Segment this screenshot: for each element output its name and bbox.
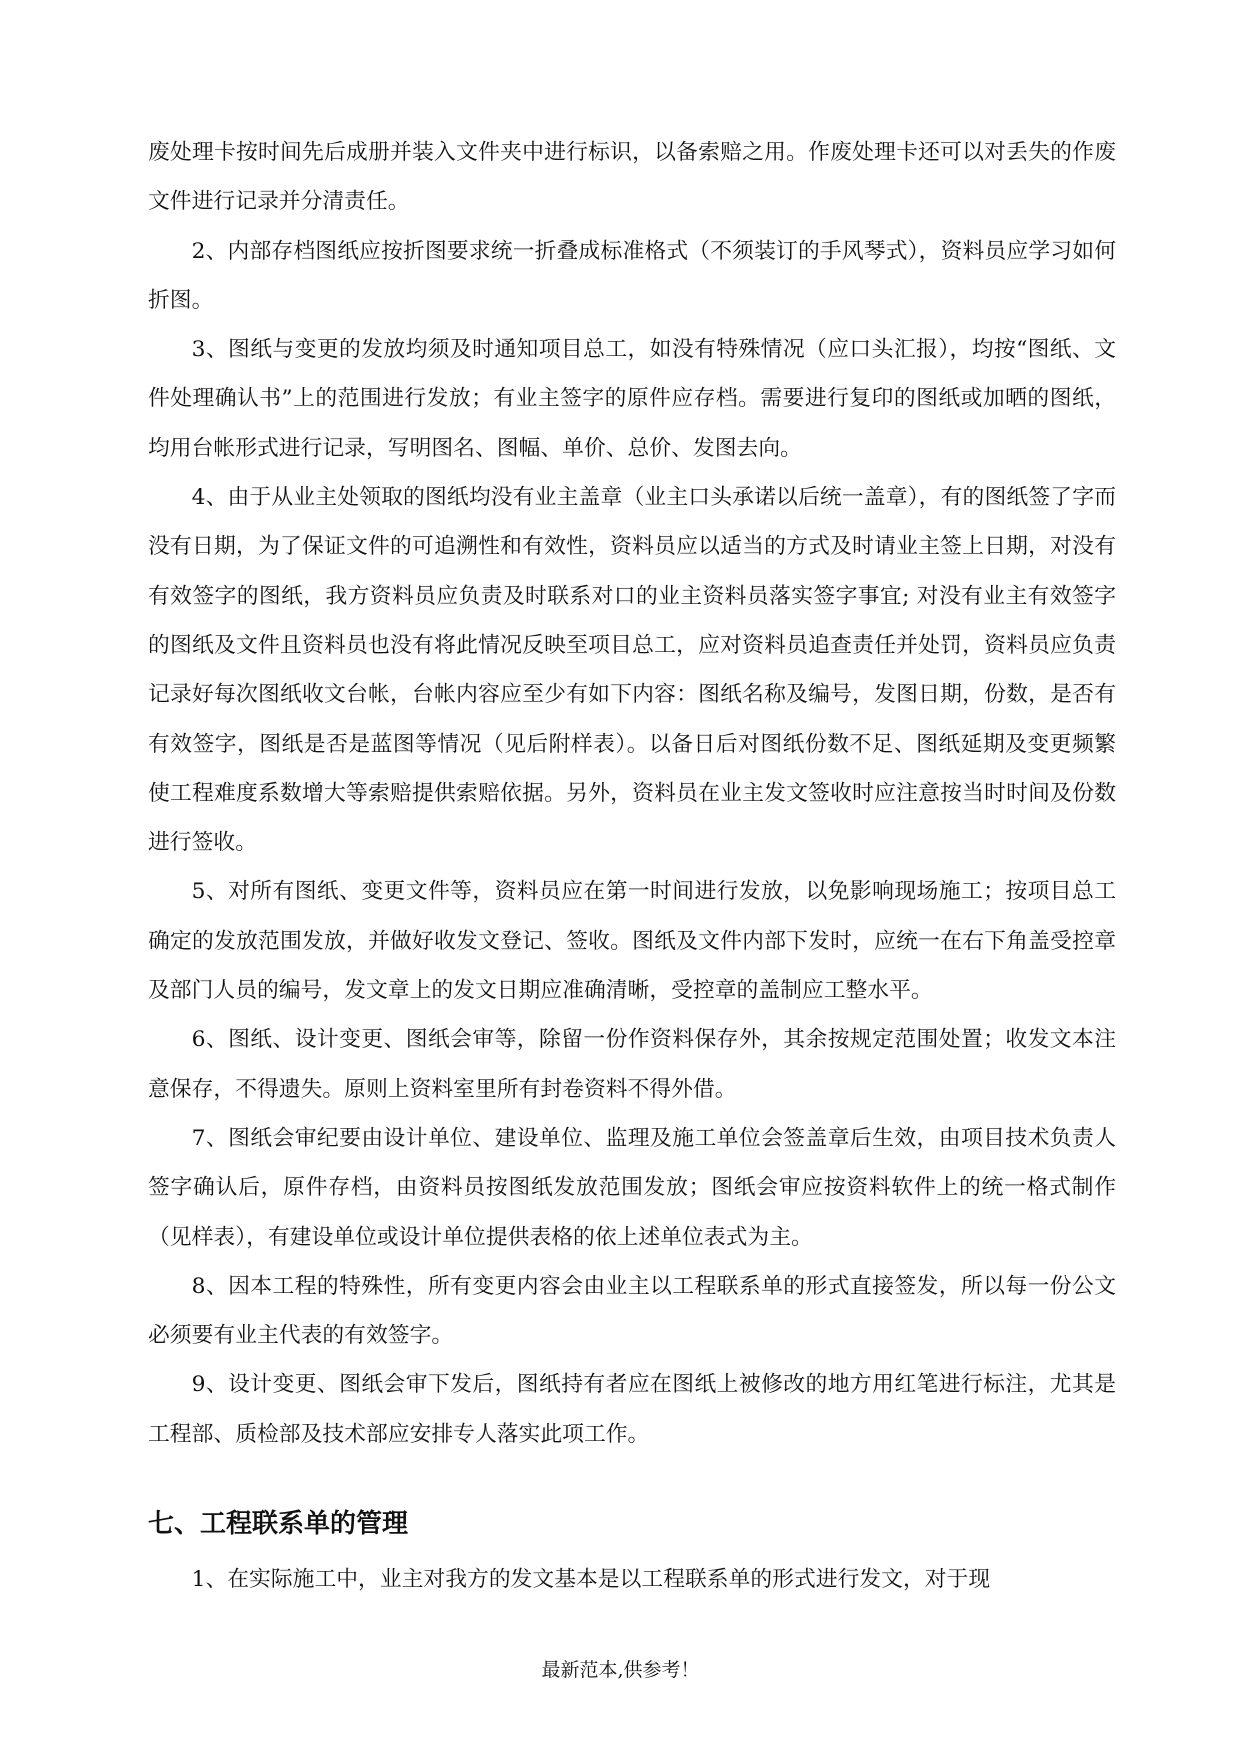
section-heading: 七、工程联系单的管理 xyxy=(148,1509,409,1540)
paragraph-continued: 废处理卡按时间先后成册并装入文件夹中进行标识，以备索赔之用。作废处理卡还可以对丢失的作废文件进行记录并分清责任。 xyxy=(148,140,1116,215)
page-footer: 最新范本,供参考！ xyxy=(541,1659,700,1681)
paragraph-section-7-item-1: 1、在实际施工中，业主对我方的发文基本是以工程联系单的形式进行发文，对于现 xyxy=(191,1567,991,1593)
paragraph-item-3: 3、图纸与变更的发放均须及时通知项目总工，如没有特殊情况（应口头汇报），均按“图纸、文件处理确认书”上的范围进行发放；有业主签字的原件应存档。需要进行复印的图纸或加晒的图纸，均用台帐形式进行记录，写明图名、图幅、单价、总价、发图去向。 xyxy=(148,337,1116,461)
paragraph-item-9: 9、设计变更、图纸会审下发后，图纸持有者应在图纸上被修改的地方用红笔进行标注，尤其是工程部、质检部及技术部应安排专人落实此项工作。 xyxy=(148,1372,1116,1447)
paragraph-item-2: 2、内部存档图纸应按折图要求统一折叠成标准格式（不须装订的手风琴式），资料员应学习如何折图。 xyxy=(148,238,1116,313)
paragraph-item-4: 4、由于从业主处领取的图纸均没有业主盖章（业主口头承诺以后统一盖章），有的图纸签了字而没有日期，为了保证文件的可追溯性和有效性，资料员应以适当的方式及时请业主签上日期，对没有有效签字的图纸，我方资料员应负责及时联系对口的业主资料员落实签字事宜; 对没有业主有效签字的图纸及文件且资料员也没有将此情况反映至项目总工，应对资料员追查责任并处罚，资料员应负责记录好每次图纸收文台帐，台帐内容应至少有如下内容：图纸名称及编号，发图日期，份数，是否有有效签字，图纸是否是蓝图等情况（见后附样表）。以备日后对图纸份数不足、图纸延期及变更频繁使工程难度系数增大等索赔提供索赔依据。另外，资料员在业主发文签收时应注意按当时时间及份数进行签收。 xyxy=(148,485,1116,856)
paragraph-item-5: 5、对所有图纸、变更文件等，资料员应在第一时间进行发放，以免影响现场施工；按项目总工确定的发放范围发放，并做好收发文登记、签收。图纸及文件内部下发时，应统一在右下角盖受控章及部门人员的编号，发文章上的发文日期应准确清晰，受控章的盖制应工整水平。 xyxy=(148,879,1116,1004)
document-body xyxy=(148,128,1116,1604)
paragraph-item-8: 8、因本工程的特殊性，所有变更内容会由业主以工程联系单的形式直接签发，所以每一份公文必须要有业主代表的有效签字。 xyxy=(148,1273,1116,1349)
paragraph-item-6: 6、图纸、设计变更、图纸会审等，除留一份作资料保存外，其余按规定范围处置；收发文本注意保存，不得遗失。原则上资料室里所有封卷资料不得外借。 xyxy=(148,1027,1116,1102)
paragraph-item-7: 7、图纸会审纪要由设计单位、建设单位、监理及施工单位会签盖章后生效，由项目技术负责人签字确认后，原件存档，由资料员按图纸发放范围发放；图纸会审应按资料软件上的统一格式制作（见样表），有建设单位或设计单位提供表格的依上述单位表式为主。 xyxy=(148,1125,1116,1250)
